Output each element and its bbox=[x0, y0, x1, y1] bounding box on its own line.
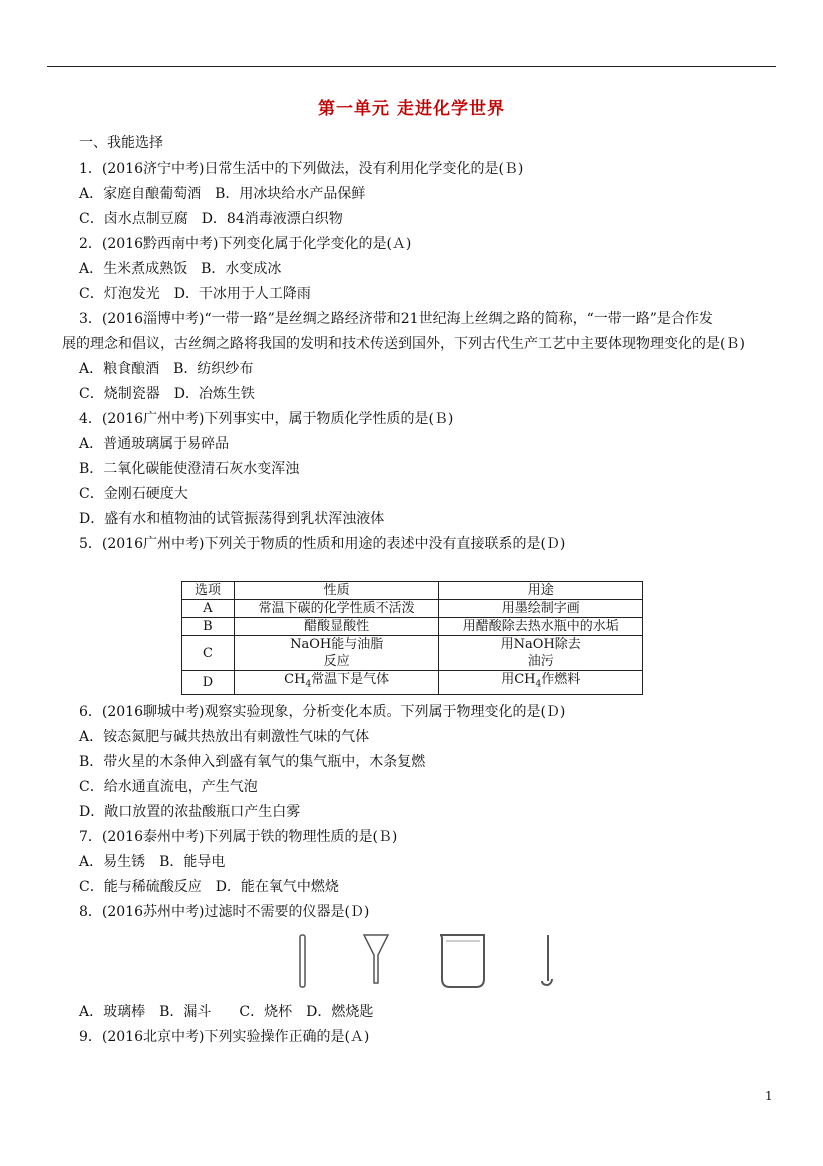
property-text: 常温下是气体 bbox=[311, 672, 390, 687]
question-1: 1．(2016济宁中考)日常生活中的下列做法，没有利用化学变化的是(Ｂ) bbox=[79, 161, 524, 177]
question-3-line-1: 3．(2016淄博中考)“一带一路”是丝绸之路经济带和21世纪海上丝绸之路的简称，“一带一路”是合作发 bbox=[79, 311, 713, 327]
question-6-option-d: D．敞口放置的浓盐酸瓶口产生白雾 bbox=[79, 804, 301, 820]
table-header-cell: 用途 bbox=[439, 582, 643, 600]
table-row bbox=[182, 618, 643, 636]
question-7-options-cd: C．能与稀硫酸反应 D．能在氧气中燃烧 bbox=[79, 879, 339, 895]
table-row bbox=[182, 600, 643, 618]
question-8: 8．(2016苏州中考)过滤时不需要的仪器是(Ｄ) bbox=[79, 904, 370, 920]
glass-rod-icon bbox=[300, 935, 305, 987]
table-cell-use bbox=[439, 636, 643, 671]
question-6: 6．(2016聊城中考)观察实验现象，分析变化本质。下列属于物理变化的是(Ｄ) bbox=[79, 704, 566, 720]
section-heading: 一、我能选择 bbox=[79, 135, 163, 151]
table-header-cell: 选项 bbox=[182, 582, 235, 600]
question-2: 2．(2016黔西南中考)下列变化属于化学变化的是(Ａ) bbox=[79, 236, 412, 252]
question-7-options-ab: A．易生锈 B．能导电 bbox=[79, 854, 226, 870]
table-cell-option: B bbox=[182, 618, 235, 636]
question-2-options-cd: C．灯泡发光 D．干冰用于人工降雨 bbox=[79, 286, 311, 302]
table-header-row bbox=[182, 582, 643, 600]
question-6-option-b: B．带火星的木条伸入到盛有氧气的集气瓶中，木条复燃 bbox=[79, 754, 426, 770]
table-cell-option: A bbox=[182, 600, 235, 618]
question-4-option-a: A．普通玻璃属于易碎品 bbox=[79, 436, 230, 452]
question-6-option-a: A．铵态氮肥与碱共热放出有刺激性气味的气体 bbox=[79, 729, 370, 745]
use-line: 用NaOH除去 bbox=[500, 637, 581, 652]
page-number: 1 bbox=[765, 1089, 773, 1103]
property-line: 反应 bbox=[323, 654, 350, 669]
question-3-options-ab: A．粮食酿酒 B．纺织纱布 bbox=[79, 361, 254, 377]
property-line: NaOH能与油脂 bbox=[290, 637, 384, 652]
funnel-icon bbox=[364, 935, 388, 983]
apparatus-illustration bbox=[280, 925, 570, 993]
formula-subscript: 4 bbox=[535, 679, 542, 690]
question-4-option-b: B．二氧化碳能使澄清石灰水变浑浊 bbox=[79, 461, 300, 477]
formula-subscript: 4 bbox=[305, 679, 312, 690]
table-cell-property: 常温下碳的化学性质不活泼 bbox=[234, 600, 439, 618]
property-use-table bbox=[181, 581, 643, 695]
question-3-line-2: 展的理念和倡议，古丝绸之路将我国的发明和技术传送到国外，下列古代生产工艺中主要体现物理变化的是(Ｂ) bbox=[62, 336, 745, 352]
question-3-options-cd: C．烧制瓷器 D．冶炼生铁 bbox=[79, 386, 255, 402]
table-cell-use: 用醋酸除去热水瓶中的水垢 bbox=[439, 618, 643, 636]
question-6-option-c: C．给水通直流电，产生气泡 bbox=[79, 779, 258, 795]
question-1-options-cd: C．卤水点制豆腐 D．84消毒液漂白织物 bbox=[79, 211, 343, 227]
use-line: 油污 bbox=[527, 654, 554, 669]
use-text: 用CH bbox=[501, 672, 536, 687]
table-header-cell: 性质 bbox=[234, 582, 439, 600]
table-cell-use bbox=[439, 671, 643, 695]
question-9: 9．(2016北京中考)下列实验操作正确的是(Ａ) bbox=[79, 1029, 370, 1045]
combustion-spoon-icon bbox=[542, 935, 552, 985]
header-rule bbox=[47, 66, 776, 67]
table-row bbox=[182, 671, 643, 695]
question-1-options-ab: A．家庭自酿葡萄酒 B．用冰块给水产品保鲜 bbox=[79, 186, 366, 202]
question-7: 7．(2016泰州中考)下列属于铁的物理性质的是(Ｂ) bbox=[79, 829, 398, 845]
question-5: 5．(2016广州中考)下列关于物质的性质和用途的表述中没有直接联系的是(Ｄ) bbox=[79, 536, 566, 552]
table-cell-property bbox=[234, 671, 439, 695]
beaker-icon bbox=[440, 935, 484, 987]
formula-text: CH bbox=[284, 672, 306, 687]
use-text: 作燃料 bbox=[541, 672, 581, 687]
table-cell-option: C bbox=[182, 636, 235, 671]
question-4: 4．(2016广州中考)下列事实中，属于物质化学性质的是(Ｂ) bbox=[79, 411, 454, 427]
table-cell-property bbox=[234, 636, 439, 671]
unit-title: 第一单元 走进化学世界 bbox=[318, 99, 505, 119]
table-cell-option: D bbox=[182, 671, 235, 695]
question-8-options: A．玻璃棒 B．漏斗 C．烧杯 D．燃烧匙 bbox=[79, 1004, 374, 1020]
question-4-option-d: D．盛有水和植物油的试管振荡得到乳状浑浊液体 bbox=[79, 511, 385, 527]
table-cell-property: 醋酸显酸性 bbox=[234, 618, 439, 636]
question-4-option-c: C．金刚石硬度大 bbox=[79, 486, 188, 502]
table-row bbox=[182, 636, 643, 671]
table-cell-use: 用墨绘制字画 bbox=[439, 600, 643, 618]
question-2-options-ab: A．生米煮成熟饭 B．水变成冰 bbox=[79, 261, 282, 277]
